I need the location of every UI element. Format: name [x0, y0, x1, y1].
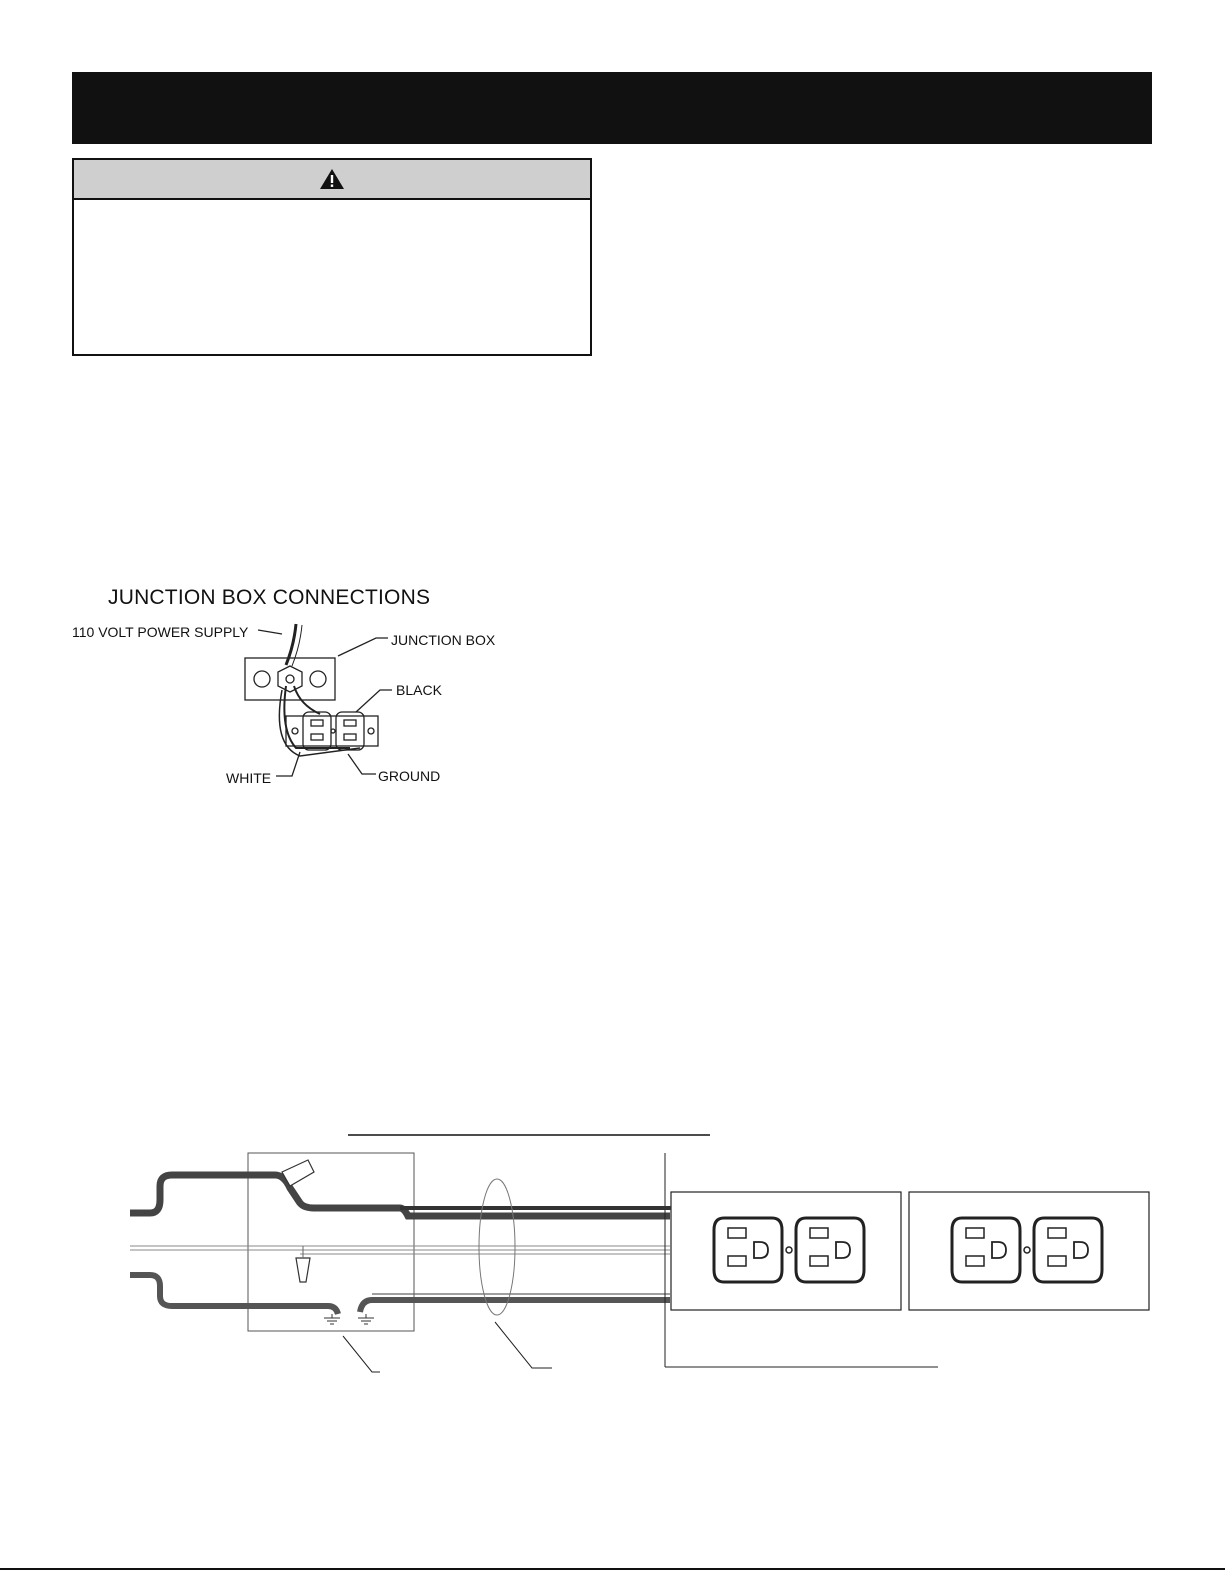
duplex-outlet-icon	[714, 1218, 782, 1282]
junction-box-leader-lower	[343, 1336, 380, 1372]
power-supply-label: 110 VOLT POWER SUPPLY	[72, 624, 249, 640]
plate-screw-icon	[1024, 1247, 1030, 1253]
neutral-wire-nut-icon	[296, 1246, 310, 1282]
junction-box-label: JUNCTION BOX	[391, 632, 496, 648]
duplex-outlet-icon	[1034, 1218, 1102, 1282]
ground-wire-lower	[130, 1275, 338, 1314]
ground-symbol-icon	[324, 1314, 374, 1324]
black-wire-label: BLACK	[396, 682, 442, 698]
plate-screw-icon	[786, 1247, 792, 1253]
duplex-outlet-icon	[952, 1218, 1020, 1282]
ground-wire-label: GROUND	[378, 768, 441, 784]
duplex-outlet-icon	[796, 1218, 864, 1282]
neutral-wire	[130, 1246, 670, 1254]
white-wire-label: WHITE	[226, 770, 272, 786]
footer-rule	[0, 1568, 1225, 1570]
cable-leader	[495, 1322, 552, 1368]
junction-diagram-title: JUNCTION BOX CONNECTIONS	[108, 586, 431, 609]
